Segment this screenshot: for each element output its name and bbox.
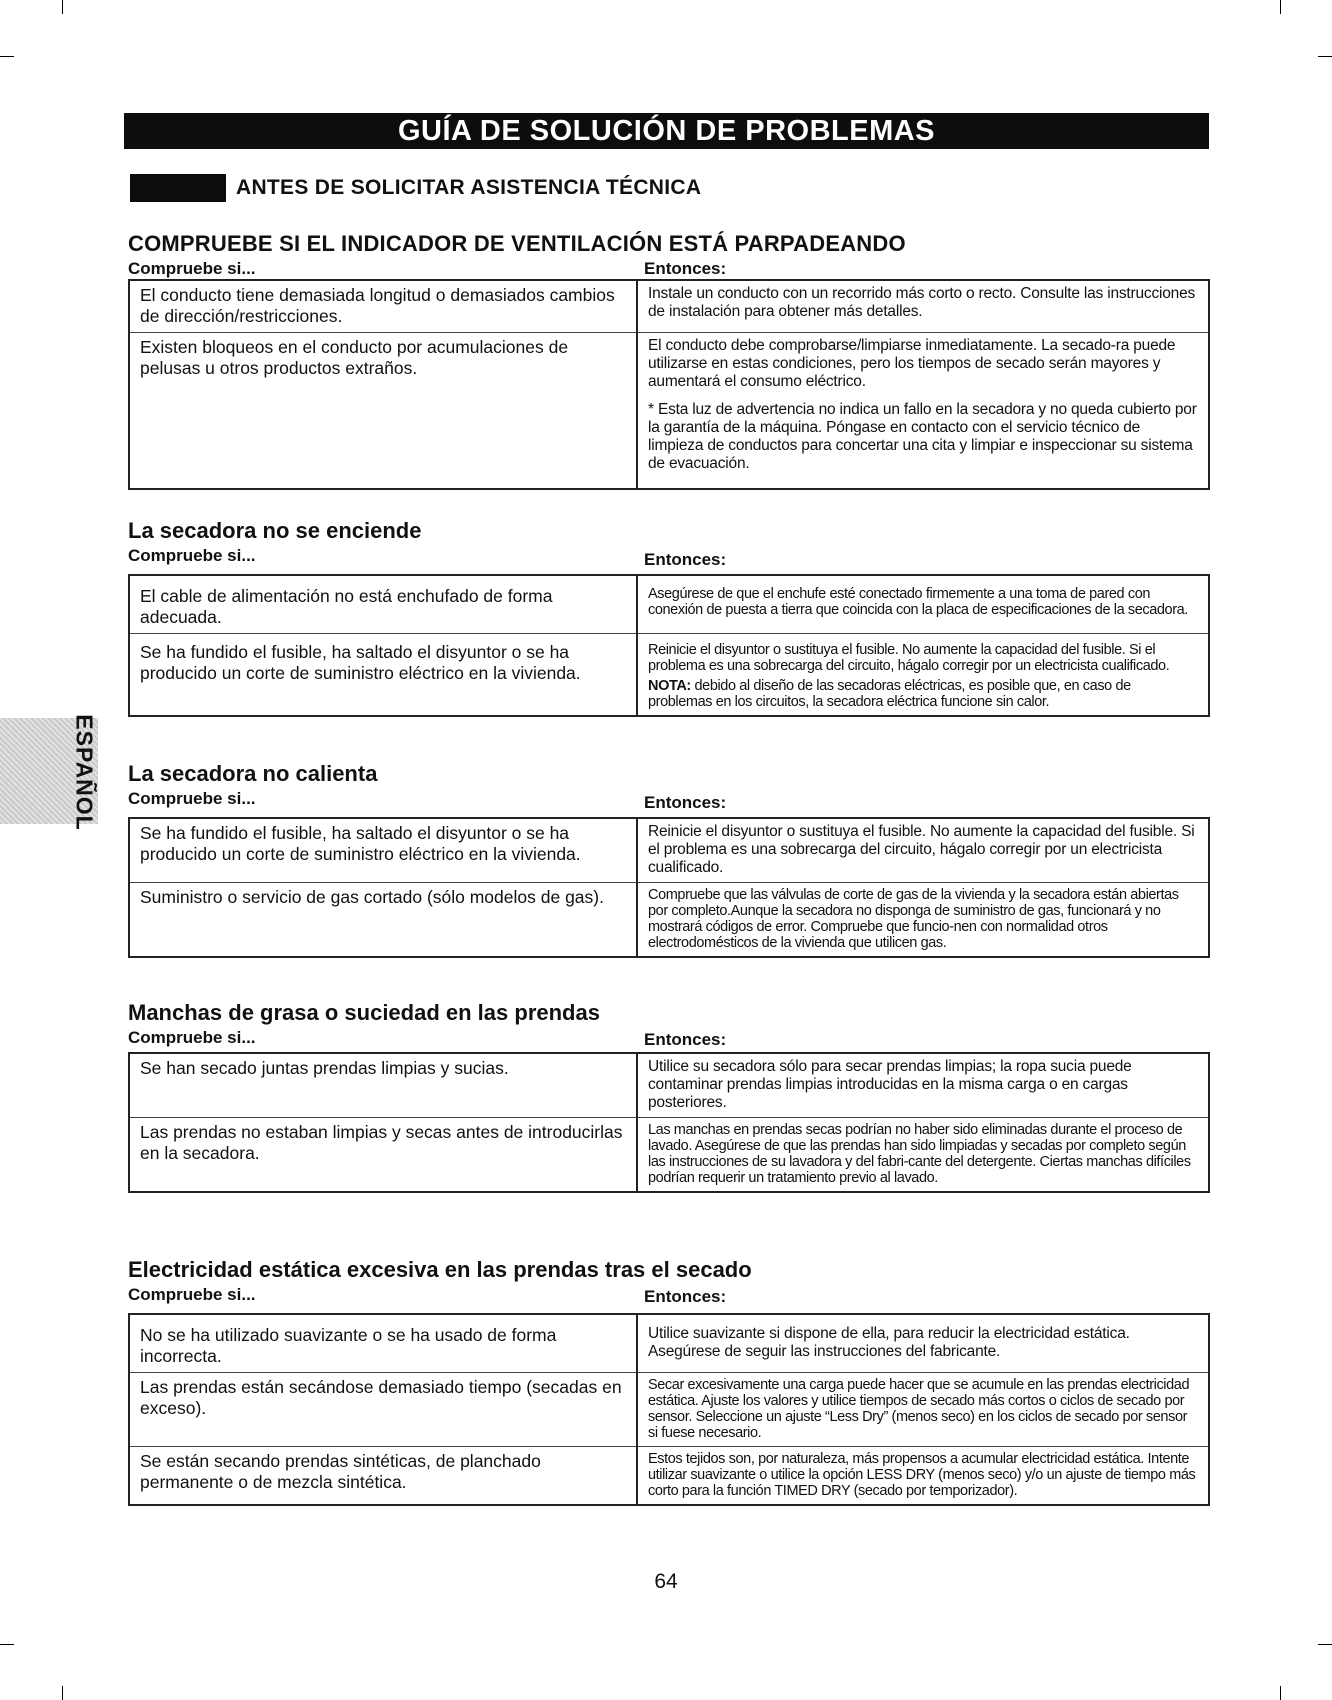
then-cell: Utilice su secadora sólo para secar prendas limpias; la ropa sucia puede contaminar prendas limpias introducidas en la misma carga o en cargas posteriores. [637,1053,1209,1118]
check-cell: Se ha fundido el fusible, ha saltado el disyuntor o se ha producido un corte de suministro eléctrico en la vivienda. [129,634,637,717]
language-tab-label: ESPAÑOL [71,713,98,831]
troubleshoot-table [128,1313,1210,1506]
check-cell: Se están secando prendas sintéticas, de planchado permanente o de mezcla sintética. [129,1447,637,1506]
table-row [129,280,1209,333]
column-header-then: Entonces: [644,1287,727,1306]
note: NOTA: debido al diseño de las secadoras eléctricas, es posible que, en caso de problemas en los circuitos, la secadora eléctrica funcione sin calor. [648,678,1131,710]
troubleshoot-group-vent-indicator [128,231,1210,490]
table-row [129,333,1209,490]
then-cell: Utilice suavizante si dispone de ella, para reducir la electricidad estática. Asegúrese de seguir las instrucciones del fabricante. [637,1314,1209,1373]
crop-mark [0,56,14,57]
troubleshoot-table [128,817,1210,958]
column-headers [128,787,1210,817]
table-row [129,883,1209,958]
then-cell: Reinicie el disyuntor o sustituya el fusible. No aumente la capacidad del fusible. Si el problema es una sobrecarga del circuito, hágalo corregir por un electricista cualificado. [637,818,1209,883]
check-cell: Suministro o servicio de gas cortado (sólo modelos de gas). [129,883,637,958]
check-cell: Se ha fundido el fusible, ha saltado el disyuntor o se ha producido un corte de suministro eléctrico en la vivienda. [129,818,637,883]
then-cell: Las manchas en prendas secas podrían no haber sido eliminadas durante el proceso de lavado. Asegúrese de que las prendas han sido limpiadas y secadas por completo según las instrucciones de su lavadora y del fabri-cante del detergente. Ciertas manchas difíciles podrían requerir un tratamiento previo al lavado. [637,1118,1209,1193]
column-header-then: Entonces: [644,259,727,278]
table-row [129,1373,1209,1447]
then-cell: Instale un conducto con un recorrido más corto o recto. Consulte las instrucciones de instalación para obtener más detalles. [637,280,1209,333]
column-headers [128,544,1210,574]
group-title: La secadora no se enciende [128,518,422,543]
group-title: La secadora no calienta [128,761,378,786]
column-header-check: Compruebe si... [128,1285,256,1304]
column-header-check: Compruebe si... [128,546,256,565]
crop-mark [0,1644,14,1645]
troubleshoot-group-no-start [128,518,1210,717]
table-row [129,1053,1209,1118]
check-cell: Existen bloqueos en el conducto por acumulaciones de pelusas u otros productos extraños. [129,333,637,490]
check-cell: No se ha utilizado suavizante o se ha usado de forma incorrecta. [129,1314,637,1373]
then-cell: Reinicie el disyuntor o sustituya el fusible. No aumente la capacidad del fusible. Si el problema es una sobrecarga del circuito, hágalo corregir por un electricista cualificado. NOTA: debido al diseño de las secadoras eléctricas, es posible que, en caso de problemas en los circuitos, la secadora eléctrica funcione sin calor. [637,634,1209,717]
warning-note: * Esta luz de advertencia no indica un fallo en la secadora y no queda cubierto por la garantía de la máquina. Póngase en contacto con el servicio técnico de limpieza de conductos para concertar una cita y limpiar e inspeccionar su sistema de evacuación. [648,401,1197,472]
column-header-check: Compruebe si... [128,259,256,278]
check-cell: Las prendas están secándose demasiado tiempo (secadas en exceso). [129,1373,637,1447]
crop-mark [1280,0,1281,14]
column-headers [128,1283,1210,1313]
crop-mark [1280,1686,1281,1700]
troubleshoot-group-no-heat [128,761,1210,958]
group-title: Manchas de grasa o suciedad en las prendas [128,1000,600,1025]
page-title: GUÍA DE SOLUCIÓN DE PROBLEMAS [124,113,1209,149]
crop-mark [62,0,63,14]
column-header-then: Entonces: [644,793,727,812]
section-marker [130,174,226,202]
column-headers [128,1026,1210,1052]
troubleshoot-group-static [128,1257,1210,1506]
page-number: 64 [654,1570,678,1593]
check-cell: Se han secado juntas prendas limpias y sucias. [129,1053,637,1118]
table-row [129,1447,1209,1506]
then-cell: Asegúrese de que el enchufe esté conectado firmemente a una toma de pared con conexión de puesta a tierra que coincida con la placa de especificaciones de la secadora. [637,575,1209,634]
then-cell: Compruebe que las válvulas de corte de gas de la vivienda y la secadora están abiertas por completo.Aunque la secadora no disponga de suministro de gas, funcionará y no mostrará códigos de error. Compruebe que funcio-nen con normalidad otros electrodomésticos de la vivienda que utilicen gas. [637,883,1209,958]
then-cell: El conducto debe comprobarse/limpiarse inmediatamente. La secado-ra puede utilizarse en estas condiciones, pero los tiempos de secado serán mayores y aumentará el consumo eléctrico. * Esta luz de advertencia no indica un fallo en la secadora y no queda cubierto por la garantía de la máquina. Póngase en contacto con el servicio técnico de limpieza de conductos para concertar una cita y limpiar e inspeccionar su sistema de evacuación. [637,333,1209,490]
group-title: COMPRUEBE SI EL INDICADOR DE VENTILACIÓN ESTÁ PARPADEANDO [128,231,906,256]
table-row [129,575,1209,634]
table-row [129,634,1209,717]
section-title: ANTES DE SOLICITAR ASISTENCIA TÉCNICA [236,176,702,199]
column-header-check: Compruebe si... [128,789,256,808]
check-cell: Las prendas no estaban limpias y secas antes de introducirlas en la secadora. [129,1118,637,1193]
group-title: Electricidad estática excesiva en las prendas tras el secado [128,1257,752,1282]
troubleshoot-table [128,1052,1210,1193]
crop-mark [62,1686,63,1700]
then-cell: Estos tejidos son, por naturaleza, más propensos a acumular electricidad estática. Intente utilizar suavizante o utilice la opción LESS DRY (menos seco) y/o un ajuste de tiempo más corto para la función TIMED DRY (secado por temporizador). [637,1447,1209,1506]
troubleshoot-table [128,574,1210,717]
column-headers [128,257,1210,279]
table-row [129,1314,1209,1373]
check-cell: El conducto tiene demasiada longitud o demasiados cambios de dirección/restricciones. [129,280,637,333]
check-cell: El cable de alimentación no está enchufado de forma adecuada. [129,575,637,634]
then-cell: Secar excesivamente una carga puede hacer que se acumule en las prendas electricidad estática. Ajuste los valores y utilice tiempos de secado más cortos o ciclos de secado por sensor. Seleccione un ajuste “Less Dry” (menos seco) en los ciclos de secado por sensor si fuese necesario. [637,1373,1209,1447]
table-row [129,818,1209,883]
troubleshoot-group-stains [128,1000,1210,1193]
troubleshoot-table [128,279,1210,490]
crop-mark [1318,1644,1332,1645]
column-header-then: Entonces: [644,550,727,569]
column-header-then: Entonces: [644,1030,727,1049]
column-header-check: Compruebe si... [128,1028,256,1047]
section-heading [130,174,701,202]
crop-mark [1318,56,1332,57]
table-row [129,1118,1209,1193]
